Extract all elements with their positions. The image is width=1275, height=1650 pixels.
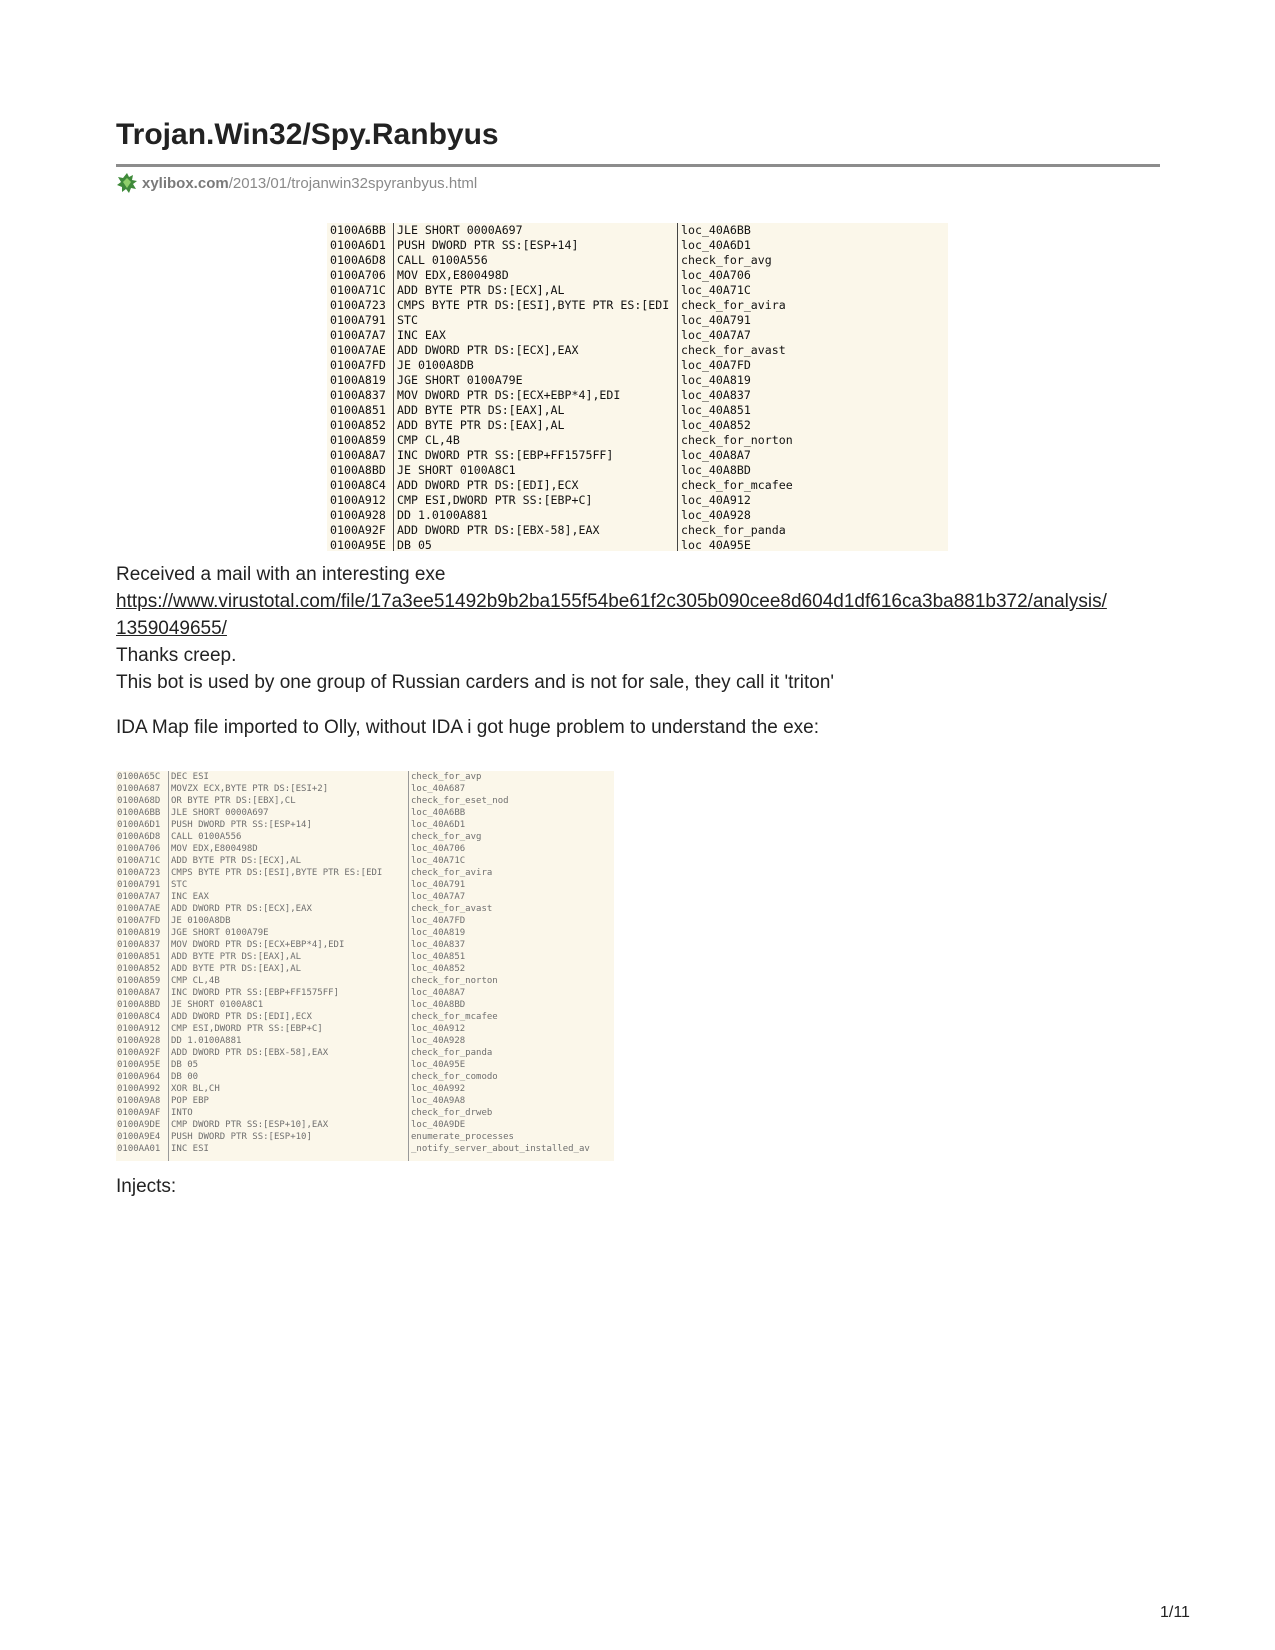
code-instr-cell: POP EBP: [171, 1096, 209, 1106]
code-addr-cell: 0100A9E4: [117, 1132, 161, 1142]
code-addr-cell: 0100A7AE: [330, 343, 386, 357]
code-addr-cell: 0100A8C4: [330, 478, 386, 492]
code-label-cell: loc_40A6BB: [681, 223, 751, 237]
code-label-cell: check_for_panda: [411, 1048, 493, 1058]
code-label-cell: check_for_drweb: [411, 1108, 493, 1118]
column-divider: [408, 771, 409, 1161]
column-divider: [168, 771, 169, 1161]
article-title: Trojan.Win32/Spy.Ranbyus: [116, 118, 499, 151]
title-divider: [116, 164, 1160, 167]
code-addr-cell: 0100A6BB: [330, 223, 386, 237]
code-addr-cell: 0100A68D: [117, 796, 161, 806]
code-instr-cell: INTO: [171, 1108, 193, 1118]
source-path: /2013/01/trojanwin32spyranbyus.html: [228, 174, 478, 192]
address-column: [117, 771, 160, 1161]
code-addr-cell: 0100A928: [117, 1036, 161, 1046]
code-addr-cell: 0100A964: [117, 1072, 161, 1082]
code-instr-cell: ADD BYTE PTR DS:[EAX],AL: [397, 418, 565, 432]
code-addr-cell: 0100A928: [330, 508, 386, 522]
code-addr-cell: 0100A6BB: [117, 808, 161, 818]
code-instr-cell: DD 1.0100A881: [397, 508, 488, 522]
code-addr-cell: 0100A7AE: [117, 904, 161, 914]
code-instr-cell: CMP ESI,DWORD PTR SS:[EBP+C]: [171, 1024, 323, 1034]
code-label-cell: loc_40A8A7: [411, 988, 466, 998]
code-addr-cell: 0100A71C: [117, 856, 161, 866]
code-addr-cell: 0100A8BD: [330, 463, 386, 477]
code-label-cell: loc_40A71C: [411, 856, 466, 866]
column-divider: [393, 223, 394, 551]
code-label-cell: loc_40A7A7: [681, 328, 751, 342]
code-label-cell: loc_40A791: [411, 880, 466, 890]
code-addr-cell: 0100A9AF: [117, 1108, 161, 1118]
code-addr-cell: 0100A9A8: [117, 1096, 161, 1106]
code-instr-cell: CMPS BYTE PTR DS:[ESI],BYTE PTR ES:[EDI: [397, 298, 670, 312]
code-instr-cell: JLE SHORT 0000A697: [397, 223, 523, 237]
code-addr-cell: 0100A6D8: [117, 832, 161, 842]
code-instr-cell: CMP DWORD PTR SS:[ESP+10],EAX: [171, 1120, 329, 1130]
code-label-cell: loc_40A8BD: [681, 463, 751, 477]
code-addr-cell: 0100A8BD: [117, 1000, 161, 1010]
code-addr-cell: 0100A791: [330, 313, 386, 327]
code-instr-cell: ADD DWORD PTR DS:[EDI],ECX: [397, 478, 579, 492]
code-addr-cell: 0100A837: [330, 388, 386, 402]
code-addr-cell: 0100A8A7: [330, 448, 386, 462]
code-addr-cell: 0100A7A7: [117, 892, 161, 902]
code-addr-cell: 0100A65C: [117, 772, 161, 782]
code-label-cell: _notify_server_about_installed_av: [411, 1144, 590, 1154]
page-number: 1/11: [1160, 1604, 1190, 1621]
code-instr-cell: ADD DWORD PTR DS:[EBX-58],EAX: [397, 523, 600, 537]
code-label-cell: loc_40A851: [411, 952, 466, 962]
column-divider: [677, 223, 678, 551]
code-label-cell: loc_40A912: [681, 493, 751, 507]
code-instr-cell: JE 0100A8DB: [397, 358, 474, 372]
code-instr-cell: CMPS BYTE PTR DS:[ESI],BYTE PTR ES:[EDI: [171, 868, 383, 878]
code-instr-cell: ADD DWORD PTR DS:[EDI],ECX: [171, 1012, 312, 1022]
code-instr-cell: OR BYTE PTR DS:[EBX],CL: [171, 796, 296, 806]
code-label-cell: check_for_comodo: [411, 1072, 498, 1082]
code-addr-cell: 0100A851: [117, 952, 161, 962]
code-label-cell: loc_40A912: [411, 1024, 466, 1034]
code-addr-cell: 0100A8A7: [117, 988, 161, 998]
code-label-cell: loc_40A9A8: [411, 1096, 466, 1106]
code-label-cell: loc_40A7FD: [411, 916, 466, 926]
code-label-cell: loc_40A706: [411, 844, 466, 854]
code-label-cell: loc_40A992: [411, 1084, 466, 1094]
code-instr-cell: ADD BYTE PTR DS:[EAX],AL: [397, 403, 565, 417]
code-addr-cell: 0100A852: [330, 418, 386, 432]
code-instr-cell: DB 00: [171, 1072, 199, 1082]
code-addr-cell: 0100A92F: [117, 1048, 161, 1058]
code-label-cell: check_for_avast: [681, 343, 786, 357]
code-addr-cell: 0100A819: [330, 373, 386, 387]
code-instr-cell: ADD BYTE PTR DS:[EAX],AL: [171, 964, 302, 974]
code-instr-cell: ADD BYTE PTR DS:[EAX],AL: [171, 952, 302, 962]
code-label-cell: loc_40A6D1: [411, 820, 466, 830]
label-column: [681, 223, 793, 551]
code-instr-cell: INC ESI: [171, 1144, 209, 1154]
code-instr-cell: MOV DWORD PTR DS:[ECX+EBP*4],EDI: [397, 388, 621, 402]
code-addr-cell: 0100A71C: [330, 283, 386, 297]
code-addr-cell: 0100A95E: [117, 1060, 161, 1070]
code-label-cell: loc_40A819: [411, 928, 466, 938]
code-addr-cell: 0100A791: [117, 880, 161, 890]
code-instr-cell: ADD BYTE PTR DS:[ECX],AL: [171, 856, 302, 866]
code-instr-cell: JGE SHORT 0100A79E: [397, 373, 523, 387]
code-label-cell: loc_40A71C: [681, 283, 751, 297]
code-label-cell: loc_40A687: [411, 784, 466, 794]
label-column: [411, 771, 590, 1161]
code-label-cell: loc_40A95E: [411, 1060, 466, 1070]
code-instr-cell: CMP CL,4B: [397, 433, 460, 447]
code-label-cell: loc_40A791: [681, 313, 751, 327]
source-line[interactable]: [116, 172, 477, 194]
code-label-cell: loc_40A852: [411, 964, 466, 974]
code-addr-cell: 0100A7FD: [330, 358, 386, 372]
code-instr-cell: JE SHORT 0100A8C1: [171, 1000, 264, 1010]
code-label-cell: loc_40A6BB: [411, 808, 466, 818]
code-addr-cell: 0100A819: [117, 928, 161, 938]
code-instr-cell: INC EAX: [397, 328, 446, 342]
code-instr-cell: STC: [171, 880, 188, 890]
code-instr-cell: PUSH DWORD PTR SS:[ESP+14]: [171, 820, 312, 830]
code-addr-cell: 0100AA01: [117, 1144, 161, 1154]
code-addr-cell: 0100A992: [117, 1084, 161, 1094]
thanks-text: Thanks creep.: [116, 645, 237, 666]
code-label-cell: loc_40A852: [681, 418, 751, 432]
code-label-cell: check_for_mcafee: [411, 1012, 498, 1022]
code-instr-cell: JE SHORT 0100A8C1: [397, 463, 516, 477]
code-instr-cell: STC: [397, 313, 418, 327]
code-addr-cell: 0100A706: [117, 844, 161, 854]
code-instr-cell: JGE SHORT 0100A79E: [171, 928, 269, 938]
code-addr-cell: 0100A912: [330, 493, 386, 507]
code-instr-cell: DB 05: [171, 1060, 199, 1070]
bot-note: This bot is used by one group of Russian carders and is not for sale, they call it 'triton': [116, 672, 835, 693]
code-addr-cell: 0100A852: [117, 964, 161, 974]
code-instr-cell: DEC ESI: [171, 772, 209, 782]
olly-screenshot-1: [327, 223, 948, 551]
code-instr-cell: ADD BYTE PTR DS:[ECX],AL: [397, 283, 565, 297]
code-instr-cell: INC DWORD PTR SS:[EBP+FF1575FF]: [397, 448, 614, 462]
code-addr-cell: 0100A687: [117, 784, 161, 794]
code-addr-cell: 0100A859: [330, 433, 386, 447]
code-label-cell: check_for_avira: [681, 298, 786, 312]
code-label-cell: loc_40A7FD: [681, 358, 751, 372]
injects-heading: Injects:: [116, 1176, 177, 1197]
code-addr-cell: 0100A6D1: [117, 820, 161, 830]
instruction-column: [397, 223, 669, 551]
code-addr-cell: 0100A723: [117, 868, 161, 878]
code-label-cell: check_for_avg: [411, 832, 482, 842]
code-instr-cell: INC DWORD PTR SS:[EBP+FF1575FF]: [171, 988, 339, 998]
virustotal-link-cont[interactable]: [116, 618, 227, 640]
code-label-cell: loc_40A819: [681, 373, 751, 387]
code-label-cell: loc_40A8A7: [681, 448, 751, 462]
code-instr-cell: CALL 0100A556: [171, 832, 242, 842]
code-label-cell: loc_40A851: [681, 403, 751, 417]
code-addr-cell: 0100A6D1: [330, 238, 386, 252]
code-label-cell: loc_40A6D1: [681, 238, 751, 252]
code-label-cell: loc_40A928: [681, 508, 751, 522]
code-addr-cell: 0100A7FD: [117, 916, 161, 926]
code-instr-cell: JLE SHORT 0000A697: [171, 808, 269, 818]
code-label-cell: check_for_panda: [681, 523, 786, 537]
code-label-cell: loc_40A837: [411, 940, 466, 950]
code-instr-cell: ADD DWORD PTR DS:[ECX],EAX: [171, 904, 312, 914]
code-instr-cell: ADD DWORD PTR DS:[ECX],EAX: [397, 343, 579, 357]
code-addr-cell: 0100A8C4: [117, 1012, 161, 1022]
code-addr-cell: 0100A7A7: [330, 328, 386, 342]
code-instr-cell: ADD DWORD PTR DS:[EBX-58],EAX: [171, 1048, 329, 1058]
code-instr-cell: CMP ESI,DWORD PTR SS:[EBP+C]: [397, 493, 593, 507]
code-addr-cell: 0100A837: [117, 940, 161, 950]
code-addr-cell: 0100A92F: [330, 523, 386, 537]
intro-paragraph: Received a mail with an interesting exe: [116, 564, 446, 585]
code-instr-cell: XOR BL,CH: [171, 1084, 220, 1094]
code-addr-cell: 0100A723: [330, 298, 386, 312]
code-addr-cell: 0100A859: [117, 976, 161, 986]
olly-screenshot-2: [116, 771, 614, 1161]
code-instr-cell: CMP CL,4B: [171, 976, 220, 986]
green-shield-icon: [116, 172, 138, 194]
ida-note: IDA Map file imported to Olly, without IDA i got huge problem to understand the exe:: [116, 717, 820, 738]
code-label-cell: loc_40A9DE: [411, 1120, 466, 1130]
code-label-cell: loc_40A837: [681, 388, 751, 402]
virustotal-link[interactable]: [116, 591, 1107, 613]
instruction-column: [171, 771, 382, 1161]
code-addr-cell: 0100A706: [330, 268, 386, 282]
code-label-cell: loc_40A928: [411, 1036, 466, 1046]
code-addr-cell: 0100A6D8: [330, 253, 386, 267]
code-addr-cell: 0100A912: [117, 1024, 161, 1034]
code-instr-cell: MOV DWORD PTR DS:[ECX+EBP*4],EDI: [171, 940, 345, 950]
code-instr-cell: CALL 0100A556: [397, 253, 488, 267]
code-label-cell: check_for_norton: [681, 433, 793, 447]
code-label-cell: check_for_norton: [411, 976, 498, 986]
code-addr-cell: 0100A851: [330, 403, 386, 417]
code-label-cell: check_for_avg: [681, 253, 772, 267]
virustotal-link-line1[interactable]: https://www.virustotal.com/file/17a3ee51492b9b2ba155f54be61f2c305b090cee8d604d1df616ca3ba881b372/analysis/: [116, 591, 1107, 612]
code-label-cell: loc_40A7A7: [411, 892, 466, 902]
code-instr-cell: INC EAX: [171, 892, 209, 902]
code-instr-cell: PUSH DWORD PTR SS:[ESP+10]: [171, 1132, 312, 1142]
code-label-cell: check_for_eset_nod: [411, 796, 509, 806]
code-label-cell: loc_40A706: [681, 268, 751, 282]
code-instr-cell: JE 0100A8DB: [171, 916, 231, 926]
code-label-cell: check_for_mcafee: [681, 478, 793, 492]
virustotal-link-line2[interactable]: 1359049655/: [116, 618, 227, 639]
code-label-cell: loc_40A8BD: [411, 1000, 466, 1010]
code-instr-cell: DD 1.0100A881: [171, 1036, 242, 1046]
code-instr-cell: MOV EDX,E800498D: [397, 268, 509, 282]
code-instr-cell: MOVZX ECX,BYTE PTR DS:[ESI+2]: [171, 784, 329, 794]
code-instr-cell: PUSH DWORD PTR SS:[ESP+14]: [397, 238, 579, 252]
code-instr-cell: MOV EDX,E800498D: [171, 844, 258, 854]
code-addr-cell: 0100A9DE: [117, 1120, 161, 1130]
code-label-cell: loc_40A95E: [681, 538, 751, 551]
code-label-cell: check_for_avp: [411, 772, 482, 782]
address-column: [330, 223, 386, 551]
code-label-cell: check_for_avira: [411, 868, 493, 878]
code-instr-cell: DB 05: [397, 538, 432, 551]
code-addr-cell: 0100A95E: [330, 538, 386, 551]
code-label-cell: check_for_avast: [411, 904, 493, 914]
source-domain: xylibox.com: [142, 174, 229, 192]
code-label-cell: enumerate_processes: [411, 1132, 514, 1142]
